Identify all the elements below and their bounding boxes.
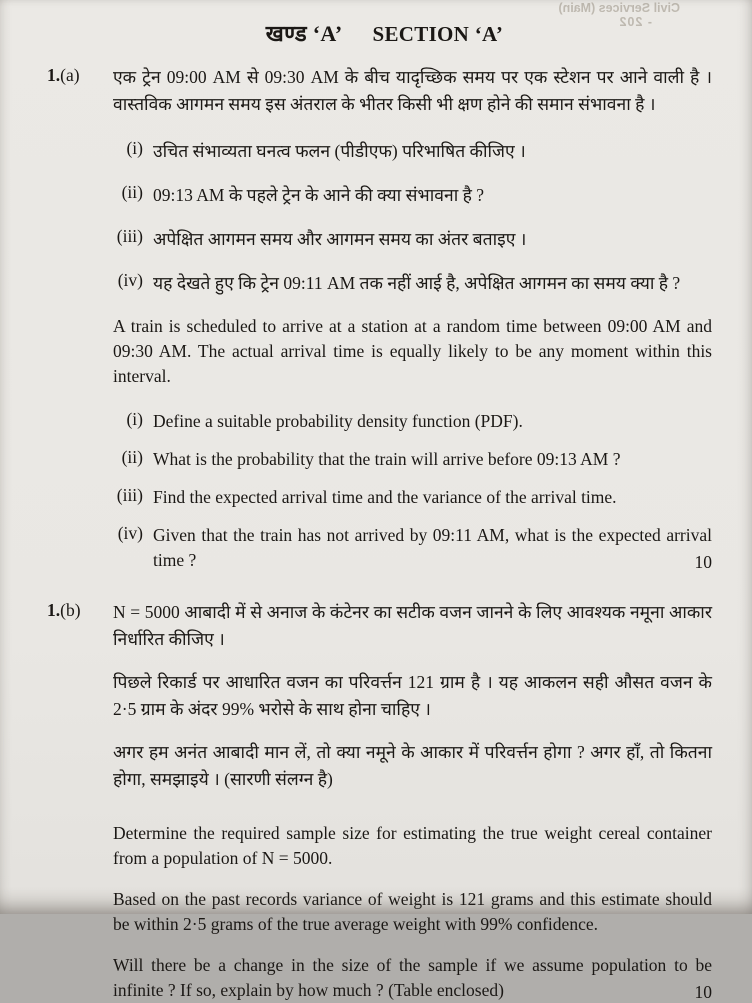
question-1a-body (113, 64, 712, 591)
q1a-hindi-intro: एक ट्रेन 09:00 AM से 09:30 AM के बीच यादृच्छिक समय पर एक स्टेशन पर आने वाली है । वास्तविक आगमन समय इस अंतराल के भीतर किसी भी क्षण होने की समान संभावना है । (113, 67, 712, 114)
q1b-hindi-para1: N = 5000 आबादी में से अनाज के कंटेनर का सटीक वजन जानने के लिए आवश्यक नमूना आकार निर्धारित कीजिए । (113, 602, 712, 649)
item-text: Find the expected arrival time and the variance of the arrival time. (153, 487, 617, 507)
bleedthrough-line1: Civil Services (Main) (558, 1, 680, 15)
q1b-english-para3: Will there be a change in the size of the sample if we assume population to be infinite ? If so, explain by how much ? (Table enclosed) (113, 955, 712, 1000)
sub-question (113, 138, 712, 164)
item-text: उचित संभाव्यता घनत्व फलन (पीडीएफ) परिभाषित कीजिए । (153, 141, 526, 161)
q1b-english-para1: Determine the required sample size for estimating the true weight cereal container from a population of N = 5000. (113, 823, 712, 868)
item-text: What is the probability that the train will arrive before 09:13 AM ? (153, 449, 621, 469)
sub-question (113, 226, 712, 252)
sub-question (113, 523, 712, 573)
q1b-hindi-para3: अगर हम अनंत आबादी मान लें, तो क्या नमूने के आकार में परिवर्त्तन होगा ? अगर हाँ, तो कितना होगा, समझाइये । (सारणी संलग्न है) (113, 742, 712, 789)
item-text: यह देखते हुए कि ट्रेन 09:11 AM तक नहीं आई है, अपेक्षित आगमन का समय क्या है ? (153, 273, 681, 293)
question-1a (47, 64, 712, 591)
item-text: अपेक्षित आगमन समय और आगमन समय का अंतर बताइए । (153, 229, 527, 249)
item-text: 09:13 AM के पहले ट्रेन के आने की क्या संभावना है ? (153, 185, 485, 205)
sub-question (113, 182, 712, 208)
q1b-hindi-para2: पिछले रिकार्ड पर आधारित वजन का परिवर्त्तन 121 ग्राम है । यह आकलन सही औसत वजन के 2·5 ग्राम के अंदर 99% भरोसे के साथ होना चाहिए । (113, 672, 712, 719)
q1a-hindi-subquestions (113, 138, 712, 296)
item-number: (ii) (121, 447, 143, 467)
item-number: (iv) (117, 270, 143, 290)
question-1b (47, 599, 712, 1003)
item-text: Define a suitable probability density function (PDF). (153, 411, 523, 431)
question-1a-number-paren: (a) (60, 65, 80, 85)
sub-question (113, 485, 712, 510)
item-number: (iii) (116, 485, 143, 505)
q1b-english-para3-wrap (113, 953, 712, 1003)
item-number: (iii) (116, 226, 143, 246)
item-number: (ii) (121, 182, 143, 202)
spacer (113, 809, 712, 821)
question-1a-number-bold: 1. (47, 65, 61, 85)
sub-question (113, 409, 712, 434)
section-title-hindi: खण्ड ‘A’ (265, 21, 343, 46)
question-1b-number-bold: 1. (47, 600, 61, 620)
sub-question (113, 270, 712, 296)
q1a-english-intro: A train is scheduled to arrive at a station at a random time between 09:00 AM and 09:30 AM. The actual arrival time is equally likely to be any moment within this interval. (113, 316, 712, 386)
bleedthrough-text (552, 1, 680, 29)
item-text: Given that the train has not arrived by 09:11 AM, what is the expected arrival time ? (153, 525, 712, 570)
sub-question (113, 447, 712, 472)
question-1a-number (47, 64, 113, 591)
question-1b-number-paren: (b) (60, 600, 81, 620)
question-1b-number (47, 599, 113, 1003)
q1a-english-subquestions (113, 409, 712, 573)
marks-value: 10 (694, 982, 712, 1002)
q1b-english-para2: Based on the past records variance of weight is 121 grams and this estimate should be within 2·5 grams of the true average weight with 99% confidence. (113, 889, 712, 934)
marks-value: 10 (694, 552, 712, 572)
item-number: (iv) (117, 523, 143, 543)
item-number: (i) (126, 409, 143, 429)
section-title-english: SECTION ‘A’ (372, 22, 504, 46)
item-number: (i) (126, 138, 143, 158)
question-1b-body (113, 599, 712, 1003)
bleedthrough-line2: - 202 (618, 15, 652, 29)
